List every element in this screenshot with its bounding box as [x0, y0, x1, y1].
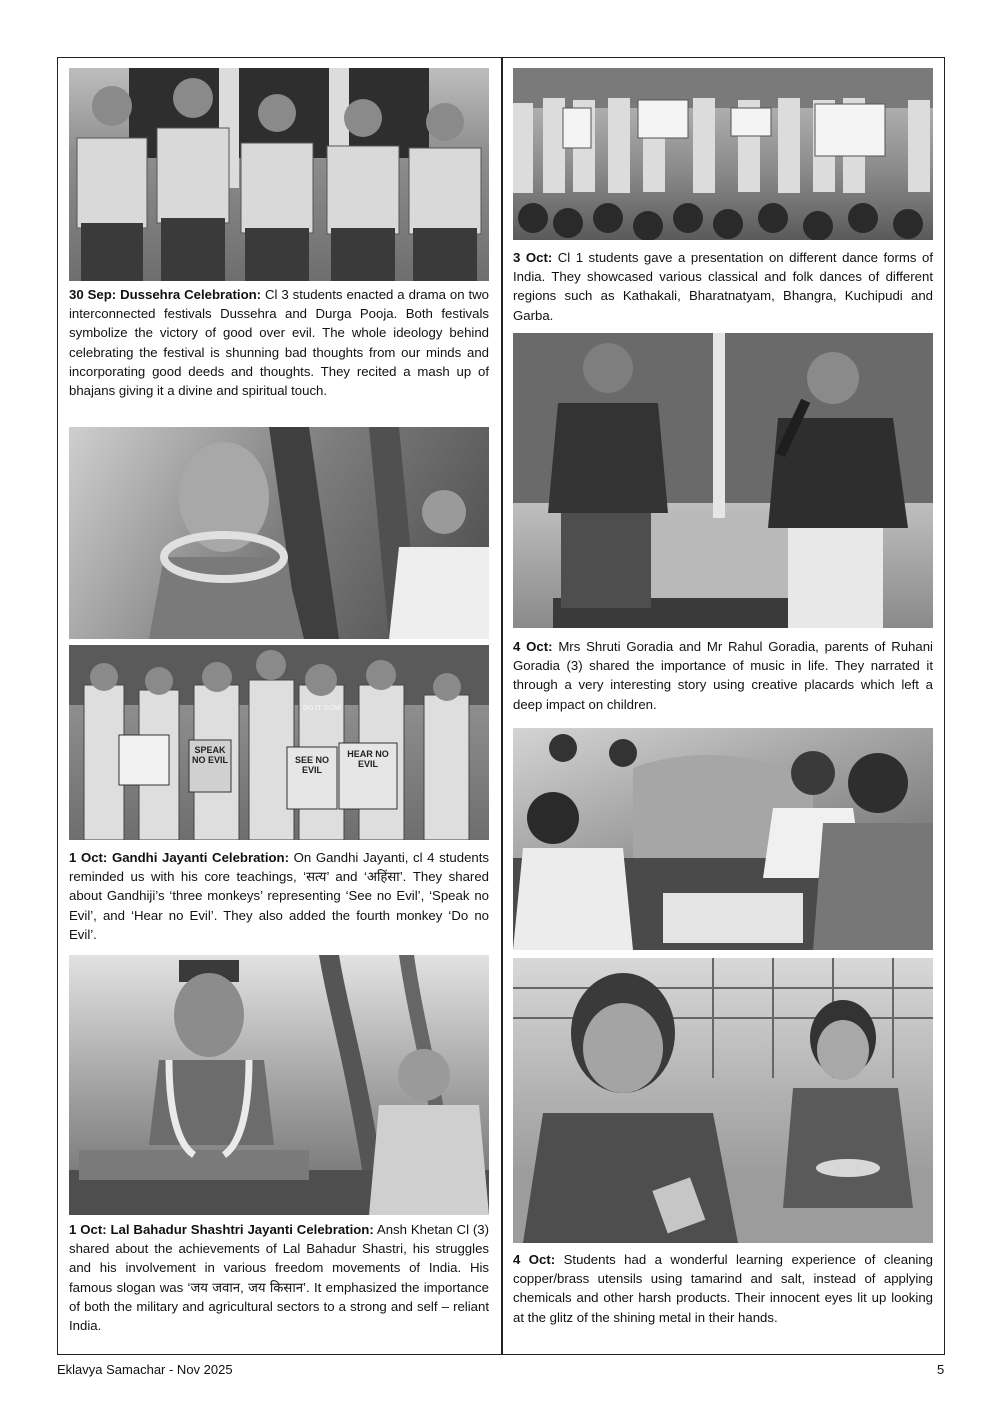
caption-text: Ansh Khetan Cl (3) shared about the achievements of Lal Bahadur Shastri, his struggles and his involvement in various freedom movements of India. His famous slogan was ‘जय जवान, जय किसान’. It emphasized the importance of both the military and agricultural sectors to a strong and self – reliant India.: [69, 1222, 489, 1334]
column-divider: [501, 57, 503, 1355]
parents-music-photo: [513, 333, 933, 628]
caption-text: On Gandhi Jayanti, cl 4 students reminded us with his core teachings, ‘सत्य’ and ‘अहिंसा’. They shared about Gandhiji’s ‘three monkeys’ representing ‘See no Evil’, ‘Speak no Evil’, and ‘Hear no Evil’. They also added the fourth monkey ‘Do no Evil’.: [69, 850, 489, 942]
footer-page-number: 5: [937, 1362, 945, 1377]
caption-text: Cl 1 students gave a presentation on different dance forms of India. They showcased various classical and folk dances of different regions such as Kathakali, Bharatnatyam, Bhangra, Kuchipudi and Garba.: [513, 250, 933, 323]
placard-do: DO IT GOW: [302, 705, 342, 712]
dance-presentation-photo: [513, 68, 933, 240]
caption-title: 1 Oct: Gandhi Jayanti Celebration:: [69, 850, 289, 865]
dance-caption: [513, 248, 933, 325]
caption-title: 30 Sep: Dussehra Celebration:: [69, 287, 262, 302]
caption-text: Mrs Shruti Goradia and Mr Rahul Goradia, parents of Ruhani Goradia (3) shared the importance of music in life. They narrated it through a very interesting story using creative placards which left a deep impact on children.: [513, 639, 933, 712]
shastri-caption: [69, 1220, 489, 1335]
dussehra-photo: [69, 68, 489, 281]
utensils-caption: [513, 1250, 933, 1327]
music-caption: [513, 637, 933, 714]
gandhi-caption: [69, 848, 489, 944]
gandhi-bust-photo: [69, 427, 489, 639]
placard-see: SEE NO EVIL: [294, 755, 329, 775]
dussehra-caption: [69, 285, 489, 400]
utensils-group-photo: [513, 728, 933, 950]
placard-hear: HEAR NO EVIL: [347, 749, 389, 769]
caption-text: Students had a wonderful learning experience of cleaning copper/brass utensils using tamarind and salt, instead of applying chemicals and other harsh products. Their innocent eyes lit up looking at the glitz of the shining metal in their hands.: [513, 1252, 933, 1325]
caption-title: 1 Oct: Lal Bahadur Shashtri Jayanti Celebration:: [69, 1222, 374, 1237]
utensils-girls-photo: [513, 958, 933, 1243]
caption-title: 4 Oct:: [513, 1252, 556, 1267]
shastri-bust-photo: [69, 955, 489, 1215]
caption-title: 4 Oct:: [513, 639, 553, 654]
placard-speak: SPEAK NO EVIL: [191, 745, 228, 765]
three-monkeys-photo: [69, 645, 489, 840]
caption-title: 3 Oct:: [513, 250, 553, 265]
footer-publication: Eklavya Samachar - Nov 2025: [57, 1362, 233, 1377]
caption-text: Cl 3 students enacted a drama on two interconnected festivals Dussehra and Durga Pooja. Both festivals symbolize the victory of good over evil. The whole ideology behind celebrating the festival is shunning bad thoughts from our minds and incorporating good deeds and thoughts. They recited a mash up of bhajans giving it a divine and spiritual touch.: [69, 287, 489, 399]
